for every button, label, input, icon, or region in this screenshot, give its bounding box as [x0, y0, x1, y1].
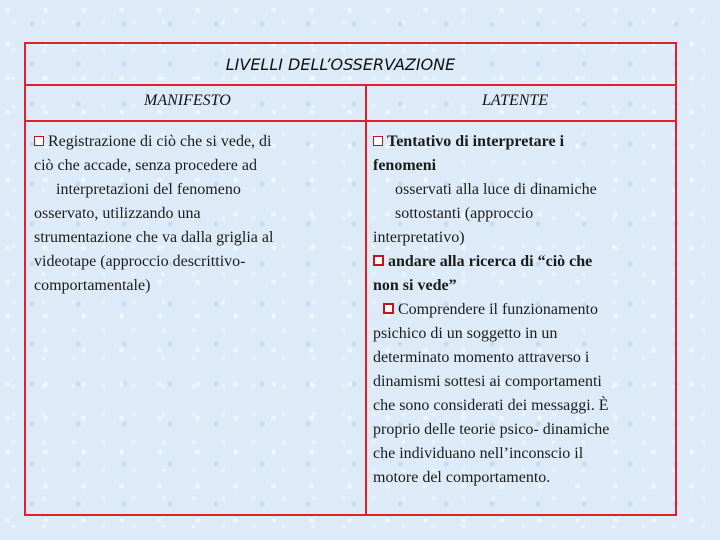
latente-line: che individuano nell’inconscio il [373, 445, 584, 462]
latente-cell [373, 130, 673, 490]
latente-line: motore del comportamento. [373, 469, 551, 486]
checkbox-bullet-icon [34, 136, 44, 146]
latente-line: osservati alla luce di dinamiche [395, 181, 597, 198]
manifesto-line: interpretazioni del fenomeno [56, 181, 241, 198]
latente-bullet3-text: Comprendere il funzionamento [398, 301, 598, 318]
latente-line: proprio delle teorie psico- dinamiche [373, 421, 610, 438]
header-row [26, 84, 675, 122]
latente-line: determinato momento attraverso i [373, 349, 590, 366]
latente-line: non si vede” [373, 277, 457, 294]
checkbox-bullet-icon [373, 136, 383, 146]
manifesto-line: comportamentale) [34, 277, 151, 294]
latente-line: interpretativo) [373, 229, 465, 246]
manifesto-line [34, 130, 352, 154]
observation-table [24, 42, 677, 516]
latente-header: LATENTE [482, 92, 549, 109]
latente-line: sottostanti (approccio [395, 205, 534, 222]
latente-bullet1-title: Tentativo di interpretare i [387, 133, 565, 150]
column-divider [365, 84, 367, 514]
manifesto-line: ciò che accade, senza procedere ad [34, 157, 257, 174]
title-row [26, 44, 675, 86]
manifesto-header: MANIFESTO [144, 92, 231, 109]
latente-line: psichico di un soggetto in un [373, 325, 558, 342]
manifesto-line: videotape (approccio descrittivo- [34, 253, 246, 270]
latente-line: fenomeni [373, 157, 437, 174]
latente-line [373, 250, 673, 274]
manifesto-text: , di [251, 133, 272, 150]
latente-line: che sono considerati dei messaggi. È [373, 397, 609, 414]
latente-line [373, 130, 673, 154]
latente-line [373, 298, 673, 322]
checkbox-bullet-icon [383, 303, 394, 314]
checkbox-bullet-icon [373, 255, 384, 266]
latente-bullet2-text: andare alla ricerca di “ciò che [388, 253, 593, 270]
latente-line: dinamismi sottesi ai comportamenti [373, 373, 602, 390]
manifesto-line: strumentazione che va dalla griglia al [34, 229, 274, 246]
manifesto-bullet-title: Registrazione di ciò che si vede [48, 133, 252, 150]
manifesto-cell [34, 130, 352, 298]
manifesto-line: osservato, utilizzando una [34, 205, 201, 222]
slide-title: LIVELLI DELL’OSSERVAZIONE [225, 54, 456, 74]
